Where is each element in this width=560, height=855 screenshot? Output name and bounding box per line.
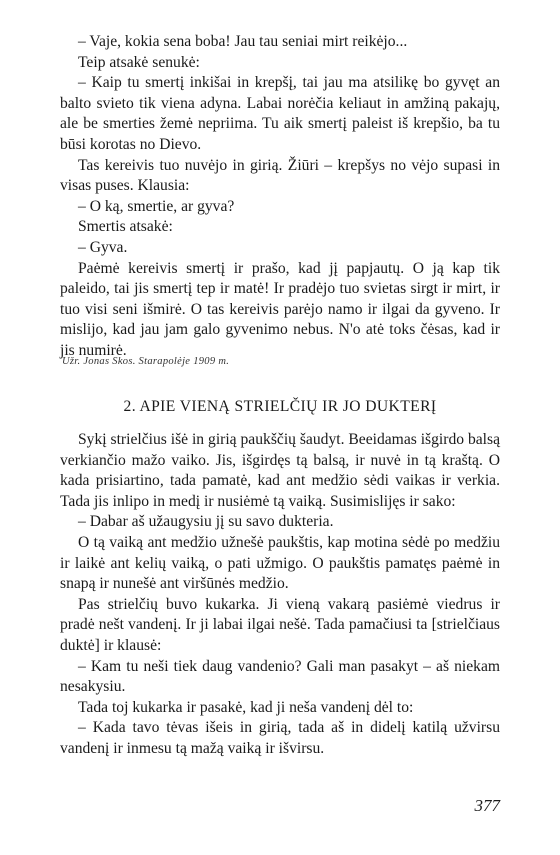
paragraph: – Kam tu neši tiek daug vandenio? Gali man pasakyt – aš niekam nesakysiu. (60, 657, 500, 696)
paragraph: Smertis atsakė: (78, 218, 173, 236)
paragraph: Paėmė kereivis smertį ir prašo, kad jį papjautų. O ją kap tik paleido, tai jis smertį tep ir matė! Ir pradėjo tuo svietas sirgt ir mirt, ir tuo visi seni išmirė. O tas kereivis parėjo namo ir ilgai da gyveno. Ir mislijo, kad jau jam galo gyvenimo nebus. N'o atė toks čėsas, kad ir jis numirė. (60, 259, 500, 359)
paragraph: – Vaje, kokia sena boba! Jau tau seniai mirt reikėjo... (78, 33, 408, 50)
section-1-text (60, 32, 500, 362)
paragraph: – Gyva. (78, 238, 128, 256)
section-heading: 2. APIE VIENĄ STRIELČIŲ IR JO DUKTERĮ (123, 398, 437, 415)
paragraph: Tas kereivis tuo nuvėjo in girią. Žiūri – krepšys no vėjo supasi in visas puses. Klausia: (60, 156, 500, 195)
source-note: Užr. Jonas Skos. Starapolėje 1909 m. (62, 356, 230, 367)
paragraph: – Kaip tu smertį inkišai in krepšį, tai jau ma atsilikę bo gyvęt an balto svieto tik viena adyna. Labai norėčia keliaut in amžiną pakajų, ale be smerties žemė nepriima. Tu aik smertį paleist iš krepšio, ba tu būsi korotas no Dievo. (60, 74, 500, 153)
paragraph: – O ką, smertie, ar gyva? (78, 197, 235, 215)
page-number: 377 (474, 796, 500, 815)
paragraph: Sykį strielčius išė in girią paukščių šaudyt. Beeidamas išgirdo balsą verkiančio mažo vaiko. Jis, išgirdęs tą balsą, ir nuvė in tą kraštą. O kada prisiartino, tada pamatė, kad ant medžio sėdi vaikas ir verkia. Tada jis inlipo in medį ir nusiėmė tą vaiką. Susimislijęs ir sako: (60, 431, 500, 510)
paragraph: Teip atsakė senukė: (78, 53, 200, 71)
paragraph: Tada toj kukarka ir pasakė, kad ji neša vandenį dėl to: (78, 698, 414, 716)
paragraph: – Dabar aš užaugysiu jį su savo dukteria. (78, 513, 334, 531)
paragraph: Pas strielčių buvo kukarka. Ji vieną vakarą pasiėmė viedrus ir pradė nešt vandenį. Ir ji labai ilgai nešė. Tada pamačiusi ta [strielčiaus duktė] ir klausė: (60, 595, 500, 654)
paragraph: – Kada tavo tėvas išeis in girią, tada aš in didelį katilą užvirsu vandenį ir inmesu tą mažą vaiką ir išvirsu. (60, 719, 500, 757)
paragraph: O tą vaiką ant medžio užnešė paukštis, kap motina sėdė po medžiu ir laikė ant kelių vaiką, o pati užmigo. O paukštis pamatęs paėmė in snapą ir nunešė ant viršūnės medžio. (60, 533, 500, 593)
section-2-text (60, 430, 500, 760)
